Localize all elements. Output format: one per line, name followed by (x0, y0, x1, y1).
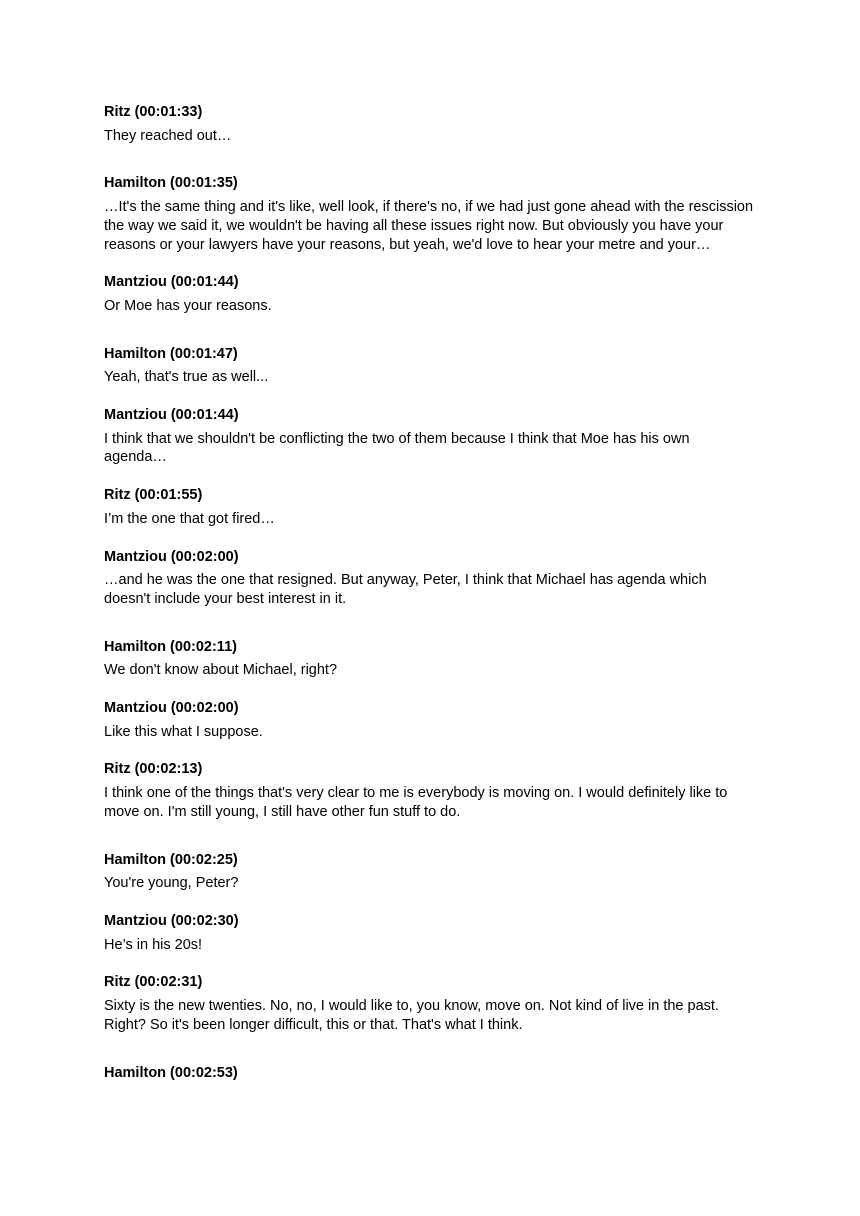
speaker-timestamp-header: Ritz (00:01:55) (104, 487, 203, 504)
speaker-timestamp-header: Ritz (00:02:31) (104, 974, 203, 991)
speaker-timestamp-header: Mantziou (00:02:00) (104, 700, 239, 717)
transcript-entry (104, 174, 756, 254)
transcript-entry (104, 638, 756, 680)
speaker-timestamp-header: Ritz (00:01:33) (104, 104, 203, 120)
transcript-entry (104, 760, 756, 821)
transcript-entry (104, 345, 756, 387)
transcript-entry (104, 103, 756, 145)
speech-text: Or Moe has your reasons. (104, 297, 272, 314)
speaker-timestamp-header: Hamilton (00:02:25) (104, 851, 238, 868)
speech-text: …It's the same thing and it's like, well look, if there's no, if we had just gone ahead with the rescission the way we said it, we wouldn't be having all these issues right now. But obviously you have your reasons or your lawyers have your reasons, but yeah, we'd love to hear your metre and your… (104, 199, 754, 253)
speaker-timestamp-header: Mantziou (00:02:00) (104, 548, 239, 565)
transcript (104, 103, 756, 1082)
transcript-entry (104, 851, 756, 893)
speaker-timestamp-header: Hamilton (00:01:35) (104, 175, 238, 192)
speaker-timestamp-header: Mantziou (00:01:44) (104, 407, 239, 424)
speech-text: Like this what I suppose. (104, 723, 263, 740)
transcript-entry (104, 273, 756, 315)
speech-text: You're young, Peter? (104, 875, 239, 892)
speaker-timestamp-header: Mantziou (00:01:44) (104, 274, 239, 291)
speaker-timestamp-header: Mantziou (00:02:30) (104, 912, 239, 929)
transcript-entry (104, 406, 756, 467)
speaker-timestamp-header: Hamilton (00:01:47) (104, 345, 238, 362)
speech-text: I’m the one that got fired… (104, 510, 275, 527)
transcript-entry (104, 699, 756, 741)
speaker-timestamp-header: Hamilton (00:02:11) (104, 638, 237, 655)
speech-text: …and he was the one that resigned. But anyway, Peter, I think that Michael has agenda which doesn't include your best interest in it. (104, 572, 707, 607)
transcript-entry (104, 973, 756, 1034)
speech-text: Sixty is the new twenties. No, no, I would like to, you know, move on. Not kind of live in the past. Right? So it's been longer difficult, this or that. That's what I think. (104, 998, 719, 1033)
speech-text: We don't know about Michael, right? (104, 662, 338, 679)
speaker-timestamp-header: Ritz (00:02:13) (104, 761, 203, 778)
speech-text: I think that we shouldn't be conflicting the two of them because I think that Moe has his own agenda… (104, 430, 690, 466)
transcript-entry (104, 548, 756, 609)
transcript-entry (104, 912, 756, 954)
speech-text: They reached out… (104, 127, 232, 144)
transcript-entry (104, 486, 756, 528)
speech-text: Yeah, that's true as well... (104, 369, 269, 386)
speech-text: I think one of the things that's very clear to me is everybody is moving on. I would definitely like to move on. I'm still young, I still have other fun stuff to do. (104, 785, 728, 820)
transcript-entry (104, 1064, 756, 1083)
speaker-timestamp-header: Hamilton (00:02:53) (104, 1064, 238, 1081)
speech-text: He’s in his 20s! (104, 936, 203, 953)
